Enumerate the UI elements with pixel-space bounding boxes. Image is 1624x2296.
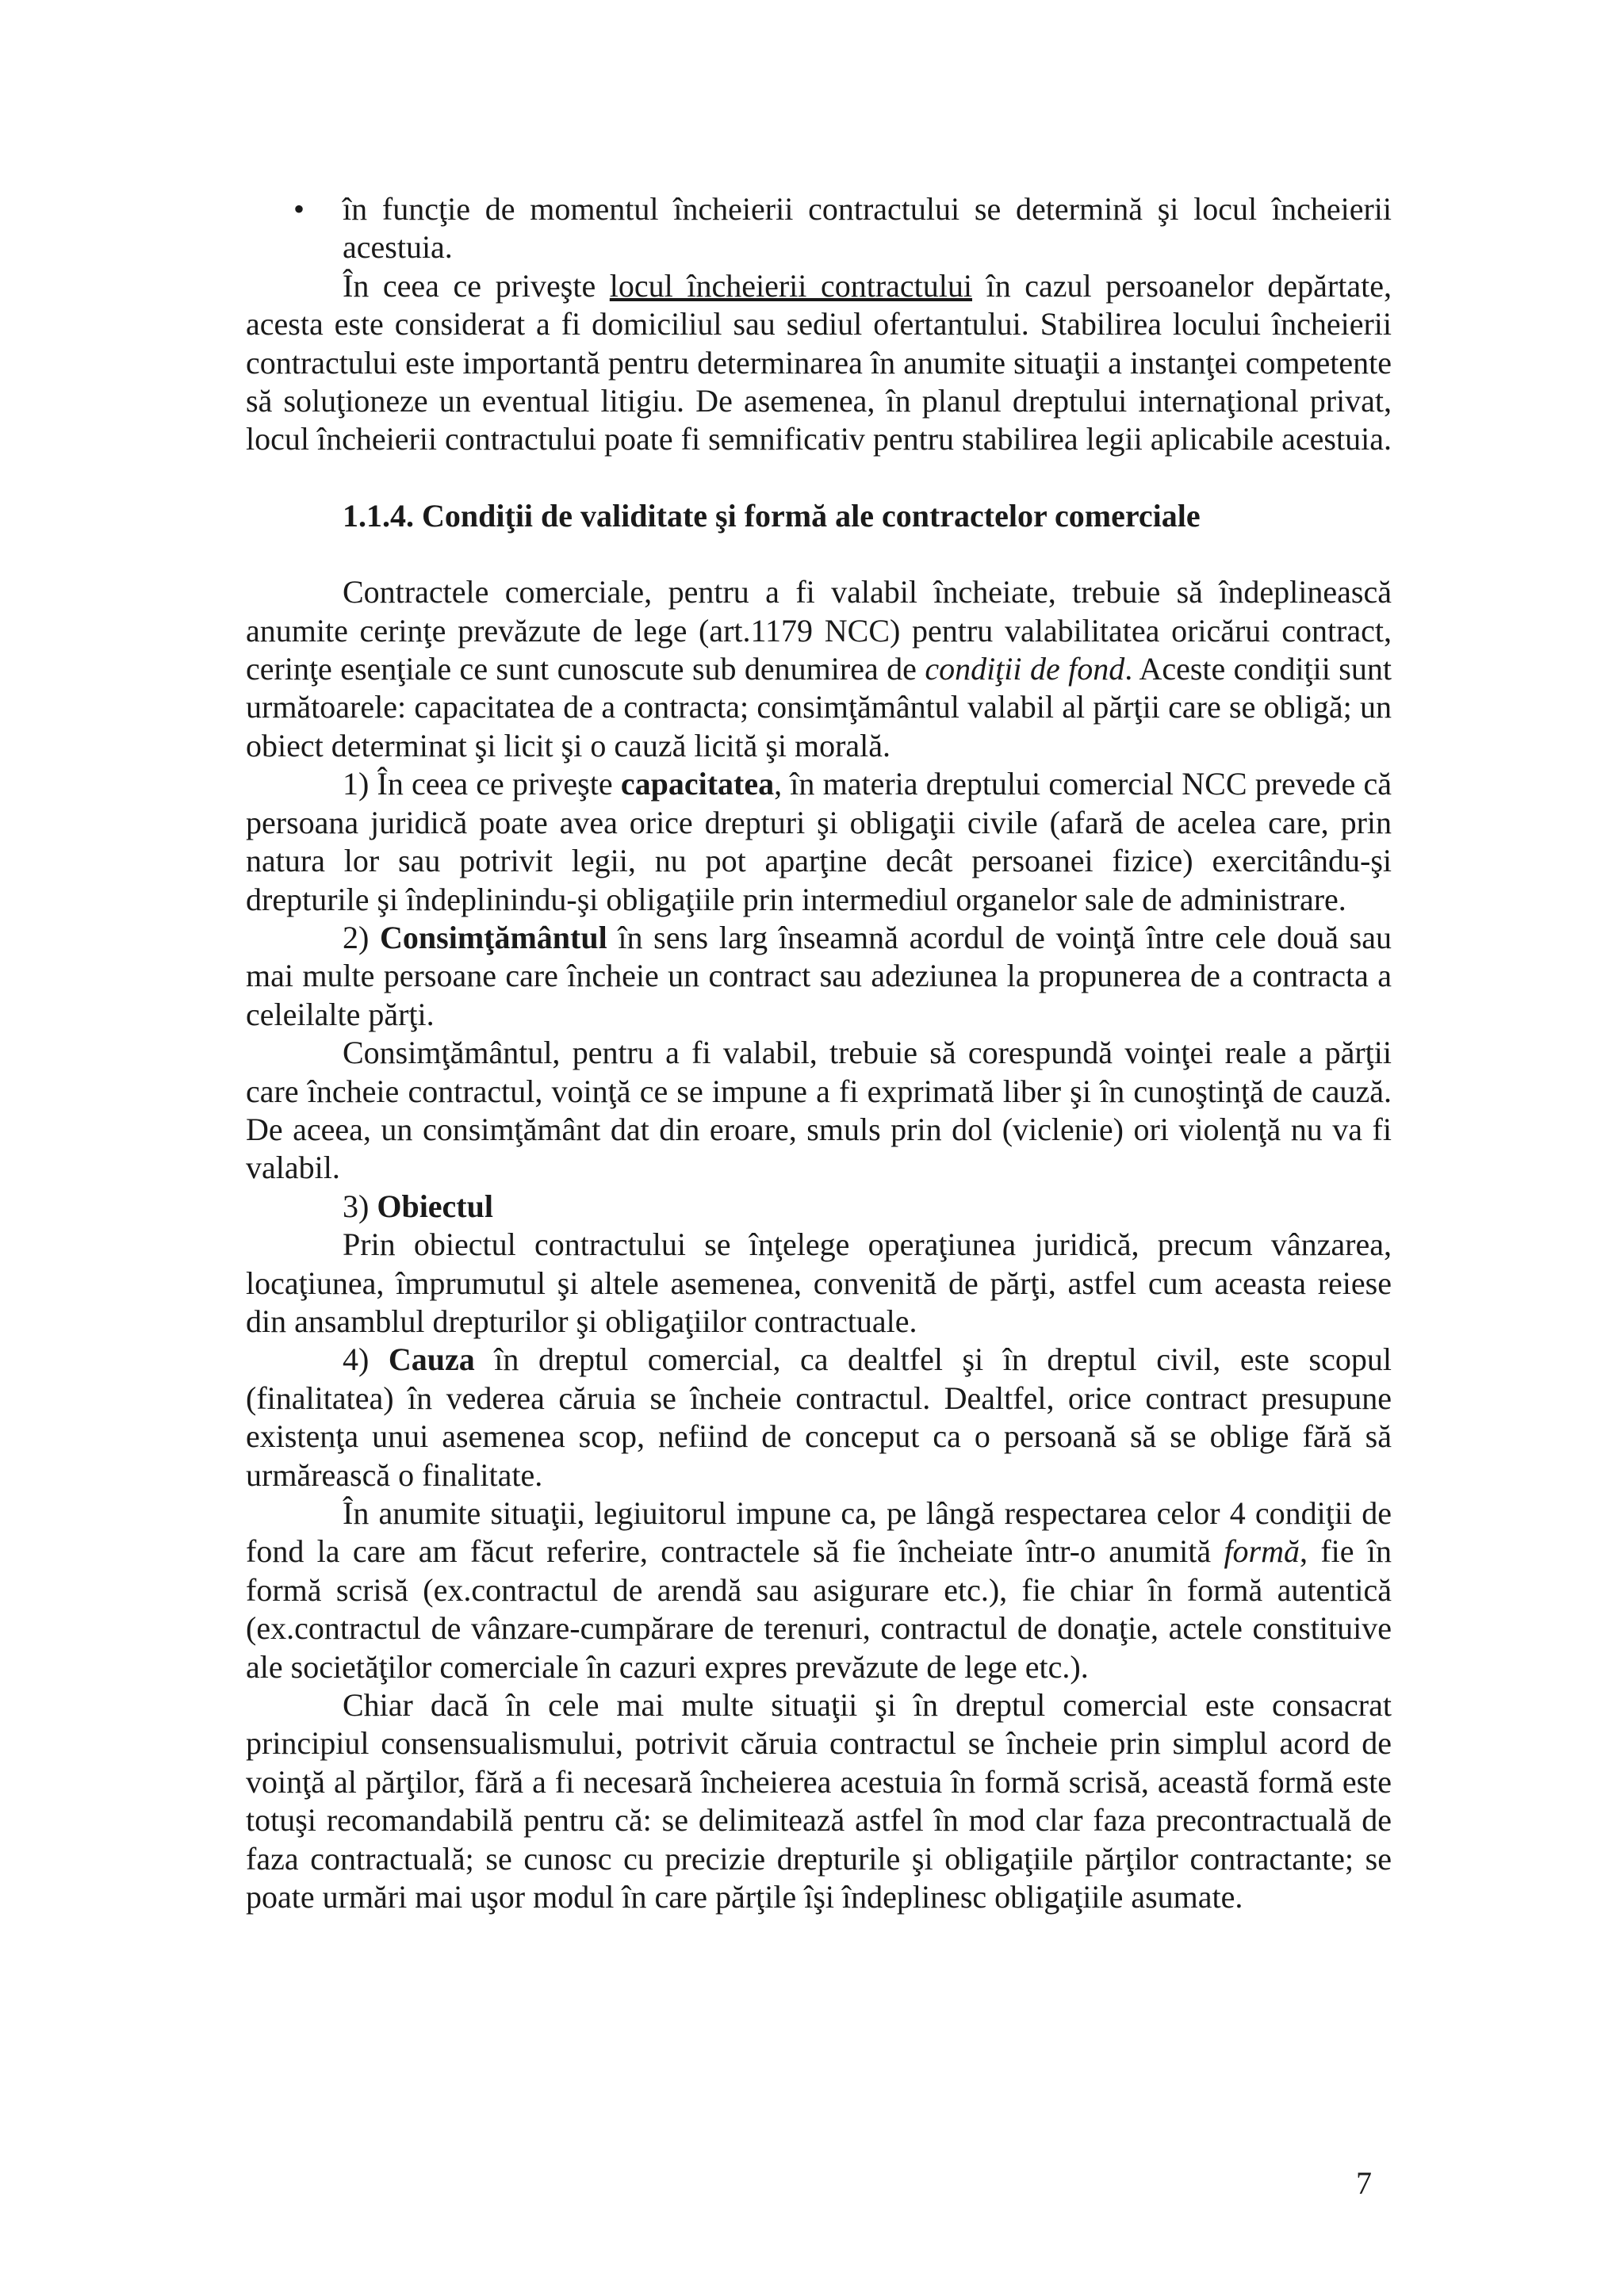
section-heading: 1.1.4. Condiţii de validitate şi formă ale contractelor comerciale (343, 497, 1201, 534)
p4-bold-term: Consimţământul (380, 919, 607, 955)
paragraph-object: Prin obiectul contractului se înţelege operaţiunea juridică, precum vânzarea, locaţiunea, împrumutul şi altele asemenea, convenită de părţi, astfel cum aceasta reiese din ansamblul drepturilor şi obligaţiilor contractuale. (246, 1226, 1392, 1339)
page-number: 7 (1356, 2165, 1372, 2201)
bullet-paragraph (246, 190, 1392, 267)
p8-after: în dreptul comercial, ca dealtfel şi în dreptul civil, este scopul (finalitatea) în vederea căruia se încheie contractul. Dealtfel, orice contract presupune existenţa unui asemenea scop, nefiind de conceput ca o persoană să se oblige fără să urmărească o finalitate. (246, 1341, 1392, 1493)
p8-bold-term: Cauza (388, 1341, 475, 1378)
bullet-text: în funcţie de momentul încheierii contractului se determină şi locul încheierii acestuia. (343, 191, 1392, 266)
p9-after: , fie în formă scrisă (ex.contractul de arendă sau asigurare etc.), fie chiar în formă autentică (ex.contractul de vânzare-cumpărare de terenuri, contractul de donaţie, actele constituive ale societăţilor comerciale în cazuri expres prevăzute de lege etc.). (246, 1533, 1392, 1685)
p6-before: 3) (343, 1188, 377, 1224)
paragraph-object-heading (246, 1188, 1392, 1226)
paragraph-form (246, 1494, 1392, 1686)
paragraph-place-of-contract (246, 267, 1392, 459)
document-page (246, 190, 1392, 1916)
p9-before: În anumite situaţii, legiuitorul impune ca, pe lângă respectarea celor 4 condiţii de fond la care am făcut referire, contractele să fie încheiate într-o anumită (246, 1495, 1392, 1570)
paragraph-conditions-intro (246, 573, 1392, 765)
p1-underlined-term: locul încheierii contractului (609, 267, 973, 304)
p4-after: în sens larg înseamnă acordul de voinţă între cele două sau mai multe persoane care încheie un contract sau adeziunea la propunerea de a contracta a celeilalte părţi. (246, 919, 1392, 1032)
paragraph-capacity (246, 765, 1392, 919)
p3-before: 1) În ceea ce priveşte (343, 766, 621, 802)
p1-before: În ceea ce priveşte (343, 267, 610, 304)
paragraph-consent-validity: Consimţământul, pentru a fi valabil, trebuie să corespundă voinţei reale a părţii care încheie contractul, voinţă ce se impune a fi exprimată liber şi în cunoştinţă de cauză. De aceea, un consimţământ dat din eroare, smuls prin dol (viclenie) ori violenţă nu va fi valabil. (246, 1035, 1392, 1186)
p1-after: în cazul persoanelor depărtate, acesta este considerat a fi domiciliul sau sediul ofertantului. Stabilirea locului încheierii contractului este importantă pentru determinarea în anumite situaţii a instanţei competente să soluţioneze un eventual litigiu. De asemenea, în planul dreptului internaţional privat, locul încheierii contractului poate fi semnificativ pentru stabilirea legii aplicabile acestuia. (246, 267, 1392, 457)
p4-before: 2) (343, 919, 380, 955)
p8-before: 4) (343, 1341, 389, 1378)
p3-bold-term: capacitatea (620, 766, 775, 802)
p3-after: , în materia dreptului comercial NCC prevede că persoana juridică poate avea orice drepturi şi obligaţii civile (afară de acelea care, prin natura lor sau potrivit legii, nu pot aparţine decât persoanei fizice) exercitându-şi drepturile şi îndeplinindu-şi obligaţiile prin intermediul organelor sale de administrare. (246, 766, 1392, 917)
p9-italic-term: formă (1224, 1533, 1300, 1570)
paragraph-cause (246, 1341, 1392, 1494)
p2-before: Contractele comerciale, pentru a fi valabil încheiate, trebuie să îndeplinească anumite cerinţe prevăzute de lege (art.1179 NCC) pentru valabilitatea oricărui contract, cerinţe esenţiale ce sunt cunoscute sub denumirea de (246, 574, 1392, 687)
paragraph-consent (246, 919, 1392, 1034)
p6-bold-term: Obiectul (377, 1188, 493, 1224)
p2-after: . Aceste condiţii sunt următoarele: capacitatea de a contracta; consimţământul valabil al părţii care se obligă; un obiect determinat şi licit şi o cauză licită şi morală. (246, 651, 1392, 763)
paragraph-consensualism: Chiar dacă în cele mai multe situaţii şi în dreptul comercial este consacrat principiul consensualismului, potrivit căruia contractul se încheie prin simplul acord de voinţă al părţilor, fără a fi necesară încheierea acestuia în formă scrisă, această formă este totuşi recomandabilă pentru că: se delimitează astfel în mod clar faza precontractuală de faza contractuală; se cunosc cu precizie drepturile şi obligaţiile părţilor contractante; se poate urmări mai uşor modul în care părţile îşi îndeplinesc obligaţiile asumate. (246, 1687, 1392, 1915)
p2-italic-term: condiţii de fond (925, 651, 1125, 687)
bullet-icon: • (293, 191, 305, 227)
